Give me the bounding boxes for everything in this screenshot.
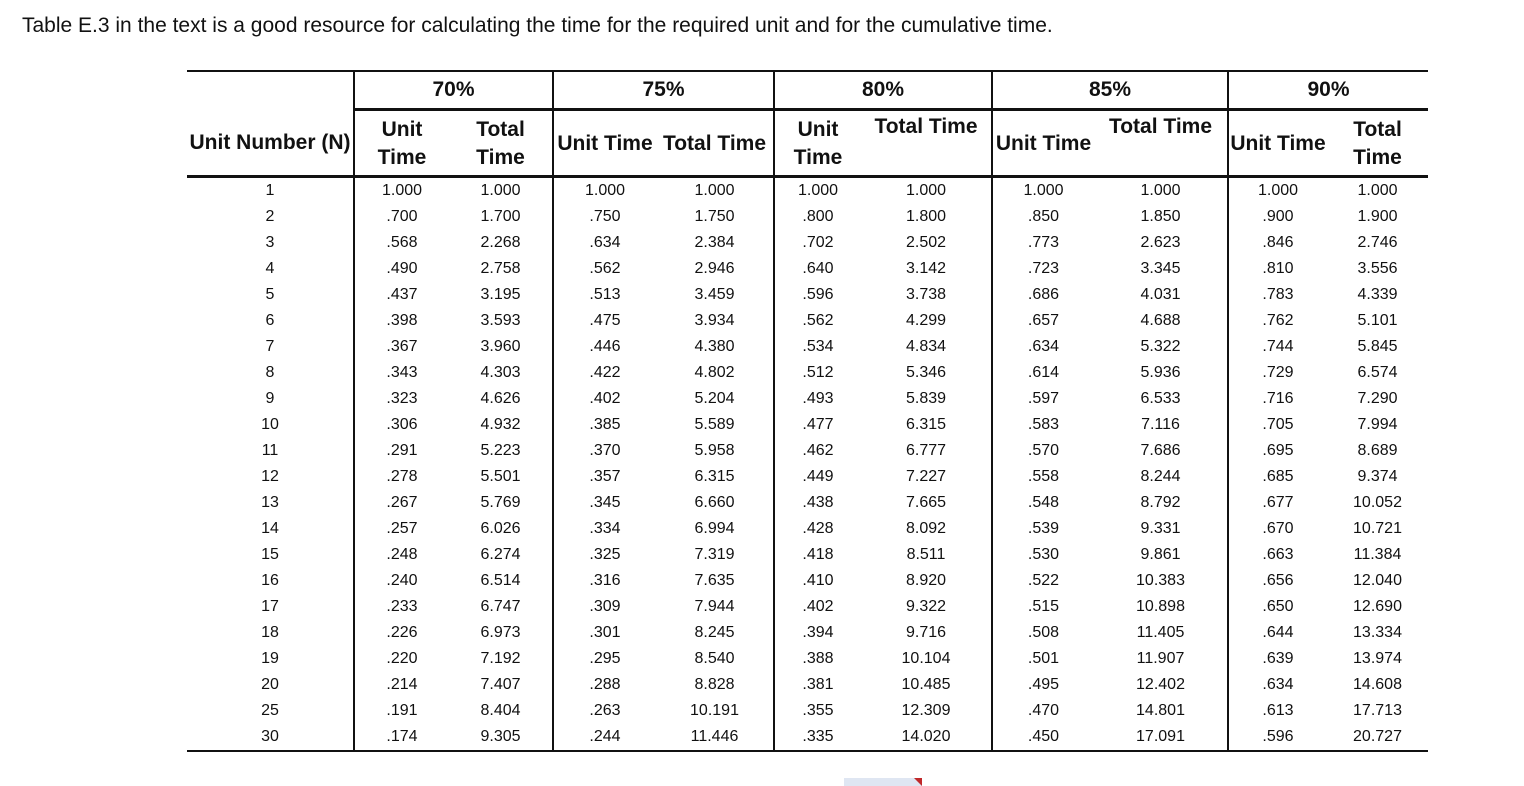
- total-time-75-cell: 6.660: [694, 494, 735, 511]
- total-time-70-cell: 3.593: [480, 312, 521, 329]
- total-time-85-cell: 1.850: [1140, 208, 1181, 225]
- total-time-90-cell: 9.374: [1357, 468, 1398, 485]
- total-time-75-cell: 5.204: [694, 390, 735, 407]
- unit-time-90-cell: .783: [1228, 282, 1327, 308]
- unit-time-90-cell: .650: [1228, 594, 1327, 620]
- table-row: [187, 698, 1428, 724]
- unit-time-80-cell: .477: [774, 412, 861, 438]
- percent-header-row: [187, 71, 1428, 110]
- total-time-70-cell: 2.268: [480, 234, 521, 251]
- total-time-90-cell: 5.101: [1357, 312, 1398, 329]
- unit-time-90-cell: .744: [1228, 334, 1327, 360]
- total-time-75-cell: 4.802: [694, 364, 735, 381]
- total-time-90-cell: 5.845: [1357, 338, 1398, 355]
- total-time-80-cell: 8.511: [906, 546, 946, 563]
- unit-time-75-cell: .309: [553, 594, 656, 620]
- unit-time-70-cell: .367: [354, 334, 449, 360]
- page-tab-indicator[interactable]: [844, 778, 922, 786]
- total-time-70-cell: 6.026: [480, 520, 521, 537]
- unit-time-75-cell: .301: [553, 620, 656, 646]
- table-row: [187, 412, 1428, 438]
- unit-time-85-cell: .850: [992, 204, 1094, 230]
- unit-time-80-cell: .418: [774, 542, 861, 568]
- unit-number-cell: 10: [261, 416, 279, 433]
- unit-time-75-cell: 1.000: [553, 177, 656, 205]
- unit-time-90-cell: .663: [1228, 542, 1327, 568]
- total-time-70-cell: 7.407: [480, 676, 521, 693]
- learning-curve-table: [187, 70, 1428, 752]
- unit-time-75-cell: .370: [553, 438, 656, 464]
- total-time-90-cell: 3.556: [1357, 260, 1398, 277]
- total-time-70-cell: 1.000: [480, 182, 521, 199]
- total-time-80-cell: 3.738: [905, 286, 947, 303]
- total-time-85-cell: 11.907: [1136, 650, 1185, 667]
- total-time-80-cell: 3.142: [905, 260, 947, 277]
- unit-time-80-cell: .493: [774, 386, 861, 412]
- unit-time-85-cell: .686: [992, 282, 1094, 308]
- total-time-75-cell: 8.245: [694, 624, 735, 641]
- unit-time-90-cell: .656: [1228, 568, 1327, 594]
- unit-time-90-cell: .846: [1228, 230, 1327, 256]
- total-time-80-cell: 4.834: [905, 338, 947, 355]
- unit-number-cell: 8: [265, 364, 275, 381]
- unit-time-90-cell: .729: [1228, 360, 1327, 386]
- total-time-70-cell: 9.305: [449, 724, 553, 751]
- unit-time-70-cell: .214: [354, 672, 449, 698]
- unit-number-cell: 18: [261, 624, 279, 641]
- total-time-90-cell: 7.290: [1357, 390, 1398, 407]
- table-row: [187, 386, 1428, 412]
- total-time-85-cell: 11.405: [1136, 624, 1185, 641]
- unit-time-header-90: Unit Time: [1228, 110, 1327, 177]
- total-time-70-cell: 6.274: [480, 546, 521, 563]
- total-time-90-cell: 6.574: [1357, 364, 1398, 381]
- unit-time-75-cell: .295: [553, 646, 656, 672]
- unit-time-90-cell: 1.000: [1228, 177, 1327, 205]
- percent-header-85: 85%: [992, 71, 1228, 110]
- total-time-80-cell: 6.315: [905, 416, 947, 433]
- unit-time-70-cell: .191: [354, 698, 449, 724]
- unit-time-85-cell: .539: [992, 516, 1094, 542]
- unit-time-75-cell: .357: [553, 464, 656, 490]
- total-time-75-cell: 7.319: [694, 546, 735, 563]
- table-row: [187, 230, 1428, 256]
- total-time-80-cell: 10.485: [901, 676, 951, 693]
- total-time-90-cell: 12.690: [1353, 598, 1402, 615]
- unit-time-70-cell: .240: [354, 568, 449, 594]
- percent-header-80: 80%: [774, 71, 992, 110]
- total-time-90-cell: 13.334: [1353, 624, 1402, 641]
- unit-time-70-cell: 1.000: [354, 177, 449, 205]
- total-time-80-cell: 7.227: [905, 468, 947, 485]
- table-row: [187, 256, 1428, 282]
- total-time-85-cell: 9.861: [1140, 546, 1181, 563]
- unit-time-90-cell: .613: [1228, 698, 1327, 724]
- total-time-85-cell: 3.345: [1140, 260, 1181, 277]
- corner-blank-cell: [187, 71, 354, 110]
- unit-number-cell: 13: [261, 494, 279, 511]
- total-time-header-75: Total Time: [656, 110, 774, 177]
- total-time-75-cell: 5.958: [694, 442, 735, 459]
- unit-time-85-cell: .522: [992, 568, 1094, 594]
- unit-time-90-cell: .634: [1228, 672, 1327, 698]
- unit-time-85-cell: .614: [992, 360, 1094, 386]
- unit-time-85-cell: .583: [992, 412, 1094, 438]
- unit-time-85-cell: .558: [992, 464, 1094, 490]
- unit-time-90-cell: .644: [1228, 620, 1327, 646]
- unit-time-70-cell: .291: [354, 438, 449, 464]
- unit-time-80-cell: .596: [774, 282, 861, 308]
- total-time-80-cell: 4.299: [905, 312, 947, 329]
- unit-time-header-85: Unit Time: [992, 110, 1094, 177]
- unit-number-cell: 25: [261, 702, 279, 719]
- table-row: [187, 177, 1428, 205]
- unit-time-header-75: Unit Time: [553, 110, 656, 177]
- unit-number-cell: 20: [261, 676, 279, 693]
- unit-number-cell: 9: [265, 390, 275, 407]
- unit-time-header-70: Unit Time: [354, 110, 449, 177]
- unit-time-70-cell: .700: [354, 204, 449, 230]
- unit-number-header: Unit Number (N): [187, 110, 354, 177]
- table-row: [187, 724, 1428, 751]
- unit-time-90-cell: .695: [1228, 438, 1327, 464]
- total-time-85-cell: 7.686: [1140, 442, 1181, 459]
- column-header-row: [187, 110, 1428, 177]
- unit-time-90-cell: .762: [1228, 308, 1327, 334]
- total-time-70-cell: 7.192: [480, 650, 521, 667]
- unit-time-75-cell: .750: [553, 204, 656, 230]
- total-time-85-cell: 5.322: [1140, 338, 1181, 355]
- total-time-90-cell: 7.994: [1357, 416, 1398, 433]
- unit-time-75-cell: .422: [553, 360, 656, 386]
- unit-time-90-cell: .639: [1228, 646, 1327, 672]
- total-time-85-cell: 6.533: [1140, 390, 1181, 407]
- unit-number-cell: 11: [261, 442, 279, 459]
- total-time-90-cell: 13.974: [1353, 650, 1402, 667]
- total-time-70-cell: 5.769: [480, 494, 521, 511]
- unit-time-75-cell: .244: [553, 724, 656, 751]
- unit-time-80-cell: .402: [774, 594, 861, 620]
- total-time-90-cell: 20.727: [1327, 724, 1428, 751]
- unit-number-cell: 7: [265, 338, 275, 355]
- table-row: [187, 490, 1428, 516]
- unit-time-75-cell: .634: [553, 230, 656, 256]
- unit-time-70-cell: .437: [354, 282, 449, 308]
- total-time-80-cell: 5.346: [905, 364, 947, 381]
- table-row: [187, 308, 1428, 334]
- unit-time-90-cell: .596: [1228, 724, 1327, 751]
- unit-time-70-cell: .257: [354, 516, 449, 542]
- total-time-80-cell: 8.092: [905, 520, 947, 537]
- unit-time-70-cell: .248: [354, 542, 449, 568]
- total-time-80-cell: 10.104: [901, 650, 951, 667]
- total-time-90-cell: 1.000: [1357, 182, 1398, 199]
- total-time-80-cell: 8.920: [905, 572, 947, 589]
- unit-time-80-cell: .438: [774, 490, 861, 516]
- unit-time-85-cell: .515: [992, 594, 1094, 620]
- total-time-70-cell: 5.501: [480, 468, 521, 485]
- unit-time-75-cell: .345: [553, 490, 656, 516]
- total-time-90-cell: 10.721: [1353, 520, 1402, 537]
- total-time-70-cell: 6.747: [480, 598, 521, 615]
- total-time-75-cell: 7.944: [694, 598, 735, 615]
- unit-number-cell: 15: [261, 546, 279, 563]
- total-time-header-80: Total Time: [861, 110, 992, 177]
- unit-time-75-cell: .316: [553, 568, 656, 594]
- total-time-80-cell: 14.020: [861, 724, 992, 751]
- total-time-75-cell: 11.446: [656, 724, 774, 751]
- unit-time-90-cell: .716: [1228, 386, 1327, 412]
- total-time-90-cell: 12.040: [1353, 572, 1402, 589]
- unit-time-70-cell: .220: [354, 646, 449, 672]
- unit-time-70-cell: .226: [354, 620, 449, 646]
- unit-time-80-cell: .640: [774, 256, 861, 282]
- table-row: [187, 594, 1428, 620]
- total-time-85-cell: 17.091: [1094, 724, 1228, 751]
- unit-time-80-cell: .449: [774, 464, 861, 490]
- unit-time-70-cell: .278: [354, 464, 449, 490]
- total-time-90-cell: 1.900: [1357, 208, 1398, 225]
- table-row: [187, 334, 1428, 360]
- total-time-75-cell: 7.635: [694, 572, 735, 589]
- table-row: [187, 620, 1428, 646]
- table-body: [187, 177, 1428, 752]
- unit-number-cell: 2: [265, 208, 275, 225]
- unit-number-cell: 17: [261, 598, 279, 615]
- unit-time-75-cell: .475: [553, 308, 656, 334]
- unit-time-75-cell: .562: [553, 256, 656, 282]
- total-time-70-cell: 4.626: [480, 390, 521, 407]
- total-time-header-70: Total Time: [449, 110, 553, 177]
- unit-time-70-cell: .233: [354, 594, 449, 620]
- total-time-85-cell: 10.898: [1136, 598, 1185, 615]
- total-time-80-cell: 9.322: [905, 598, 947, 615]
- total-time-header-85: Total Time: [1094, 110, 1228, 177]
- total-time-70-cell: 1.700: [480, 208, 521, 225]
- unit-time-90-cell: .810: [1228, 256, 1327, 282]
- unit-time-80-cell: .428: [774, 516, 861, 542]
- unit-time-70-cell: .398: [354, 308, 449, 334]
- total-time-75-cell: 1.000: [694, 182, 735, 199]
- unit-time-85-cell: .470: [992, 698, 1094, 724]
- total-time-85-cell: 4.688: [1140, 312, 1181, 329]
- unit-time-80-cell: .394: [774, 620, 861, 646]
- unit-time-70-cell: .267: [354, 490, 449, 516]
- unit-time-85-cell: .773: [992, 230, 1094, 256]
- total-time-85-cell: 8.244: [1140, 468, 1181, 485]
- table-row: [187, 672, 1428, 698]
- intro-text: Table E.3 in the text is a good resource for calculating the time for the required unit and for the cumulative time.: [22, 14, 1053, 37]
- total-time-75-cell: 3.459: [694, 286, 735, 303]
- total-time-90-cell: 4.339: [1357, 286, 1398, 303]
- unit-number-cell: 4: [265, 260, 275, 277]
- total-time-90-cell: 14.608: [1353, 676, 1402, 693]
- unit-time-80-cell: .562: [774, 308, 861, 334]
- total-time-90-cell: 2.746: [1357, 234, 1398, 251]
- unit-number-cell: 30: [187, 724, 354, 751]
- total-time-75-cell: 6.994: [694, 520, 735, 537]
- unit-time-header-80: Unit Time: [774, 110, 861, 177]
- unit-time-80-cell: .388: [774, 646, 861, 672]
- total-time-90-cell: 8.689: [1357, 442, 1398, 459]
- total-time-75-cell: 3.934: [694, 312, 735, 329]
- unit-time-80-cell: .410: [774, 568, 861, 594]
- unit-number-cell: 12: [261, 468, 279, 485]
- total-time-75-cell: 10.191: [690, 702, 739, 719]
- total-time-85-cell: 2.623: [1140, 234, 1181, 251]
- unit-time-80-cell: .534: [774, 334, 861, 360]
- unit-number-cell: 6: [265, 312, 275, 329]
- unit-number-cell: 3: [265, 234, 275, 251]
- unit-time-75-cell: .446: [553, 334, 656, 360]
- total-time-70-cell: 4.303: [480, 364, 521, 381]
- percent-header-90: 90%: [1228, 71, 1428, 110]
- total-time-80-cell: 12.309: [901, 702, 951, 719]
- total-time-80-cell: 2.502: [905, 234, 947, 251]
- unit-time-90-cell: .685: [1228, 464, 1327, 490]
- unit-number-cell: 1: [265, 182, 275, 199]
- total-time-85-cell: 12.402: [1136, 676, 1185, 693]
- total-time-85-cell: 14.801: [1136, 702, 1185, 719]
- total-time-85-cell: 9.331: [1140, 520, 1181, 537]
- total-time-85-cell: 10.383: [1136, 572, 1185, 589]
- unit-time-70-cell: .490: [354, 256, 449, 282]
- unit-number-cell: 14: [261, 520, 279, 537]
- total-time-70-cell: 5.223: [480, 442, 521, 459]
- unit-time-85-cell: .501: [992, 646, 1094, 672]
- unit-time-85-cell: .597: [992, 386, 1094, 412]
- unit-time-75-cell: .325: [553, 542, 656, 568]
- unit-time-70-cell: .343: [354, 360, 449, 386]
- unit-time-85-cell: 1.000: [992, 177, 1094, 205]
- table-row: [187, 568, 1428, 594]
- total-time-70-cell: 6.973: [480, 624, 521, 641]
- total-time-70-cell: 3.195: [480, 286, 521, 303]
- unit-time-85-cell: .723: [992, 256, 1094, 282]
- total-time-90-cell: 11.384: [1353, 546, 1402, 563]
- unit-time-85-cell: .634: [992, 334, 1094, 360]
- unit-time-85-cell: .570: [992, 438, 1094, 464]
- total-time-70-cell: 2.758: [480, 260, 521, 277]
- percent-header-70: 70%: [354, 71, 553, 110]
- unit-time-85-cell: .495: [992, 672, 1094, 698]
- table-row: [187, 282, 1428, 308]
- unit-time-90-cell: .677: [1228, 490, 1327, 516]
- unit-time-80-cell: .381: [774, 672, 861, 698]
- table-row: [187, 438, 1428, 464]
- total-time-85-cell: 4.031: [1140, 286, 1181, 303]
- unit-time-75-cell: .402: [553, 386, 656, 412]
- total-time-75-cell: 8.828: [694, 676, 735, 693]
- total-time-header-90: Total Time: [1327, 110, 1428, 177]
- total-time-85-cell: 5.936: [1140, 364, 1181, 381]
- percent-header-75: 75%: [553, 71, 774, 110]
- unit-time-85-cell: .530: [992, 542, 1094, 568]
- unit-time-70-cell: .174: [354, 724, 449, 751]
- table-row: [187, 464, 1428, 490]
- total-time-80-cell: 5.839: [905, 390, 947, 407]
- table-row: [187, 360, 1428, 386]
- total-time-75-cell: 2.946: [694, 260, 735, 277]
- table-row: [187, 516, 1428, 542]
- unit-time-85-cell: .508: [992, 620, 1094, 646]
- total-time-85-cell: 8.792: [1140, 494, 1181, 511]
- total-time-90-cell: 10.052: [1353, 494, 1402, 511]
- total-time-70-cell: 8.404: [480, 702, 521, 719]
- unit-time-70-cell: .323: [354, 386, 449, 412]
- total-time-75-cell: 8.540: [694, 650, 735, 667]
- unit-time-80-cell: .702: [774, 230, 861, 256]
- unit-time-75-cell: .263: [553, 698, 656, 724]
- total-time-80-cell: 9.716: [905, 624, 947, 641]
- unit-time-80-cell: .800: [774, 204, 861, 230]
- unit-time-75-cell: .385: [553, 412, 656, 438]
- unit-time-85-cell: .657: [992, 308, 1094, 334]
- unit-number-cell: 16: [261, 572, 279, 589]
- total-time-70-cell: 6.514: [480, 572, 521, 589]
- unit-number-cell: 19: [261, 650, 279, 667]
- unit-time-75-cell: .288: [553, 672, 656, 698]
- total-time-80-cell: 1.000: [905, 182, 947, 199]
- unit-time-80-cell: 1.000: [774, 177, 861, 205]
- total-time-85-cell: 7.116: [1141, 416, 1180, 433]
- table-row: [187, 204, 1428, 230]
- unit-time-80-cell: .512: [774, 360, 861, 386]
- unit-time-75-cell: .334: [553, 516, 656, 542]
- unit-time-85-cell: .450: [992, 724, 1094, 751]
- total-time-75-cell: 1.750: [694, 208, 735, 225]
- unit-time-75-cell: .513: [553, 282, 656, 308]
- page-corner-marker: [914, 778, 922, 786]
- unit-time-90-cell: .670: [1228, 516, 1327, 542]
- total-time-80-cell: 6.777: [905, 442, 947, 459]
- unit-time-80-cell: .355: [774, 698, 861, 724]
- total-time-75-cell: 4.380: [694, 338, 735, 355]
- total-time-75-cell: 5.589: [694, 416, 735, 433]
- unit-number-cell: 5: [265, 286, 275, 303]
- unit-time-80-cell: .335: [774, 724, 861, 751]
- unit-time-85-cell: .548: [992, 490, 1094, 516]
- total-time-80-cell: 1.800: [905, 208, 947, 225]
- table-row: [187, 542, 1428, 568]
- unit-time-80-cell: .462: [774, 438, 861, 464]
- unit-time-90-cell: .900: [1228, 204, 1327, 230]
- table-row: [187, 646, 1428, 672]
- total-time-70-cell: 4.932: [480, 416, 521, 433]
- total-time-80-cell: 7.665: [905, 494, 947, 511]
- unit-time-70-cell: .306: [354, 412, 449, 438]
- total-time-90-cell: 17.713: [1353, 702, 1402, 719]
- total-time-75-cell: 2.384: [694, 234, 735, 251]
- total-time-75-cell: 6.315: [694, 468, 735, 485]
- unit-time-70-cell: .568: [354, 230, 449, 256]
- total-time-70-cell: 3.960: [480, 338, 521, 355]
- total-time-85-cell: 1.000: [1140, 182, 1181, 199]
- unit-time-90-cell: .705: [1228, 412, 1327, 438]
